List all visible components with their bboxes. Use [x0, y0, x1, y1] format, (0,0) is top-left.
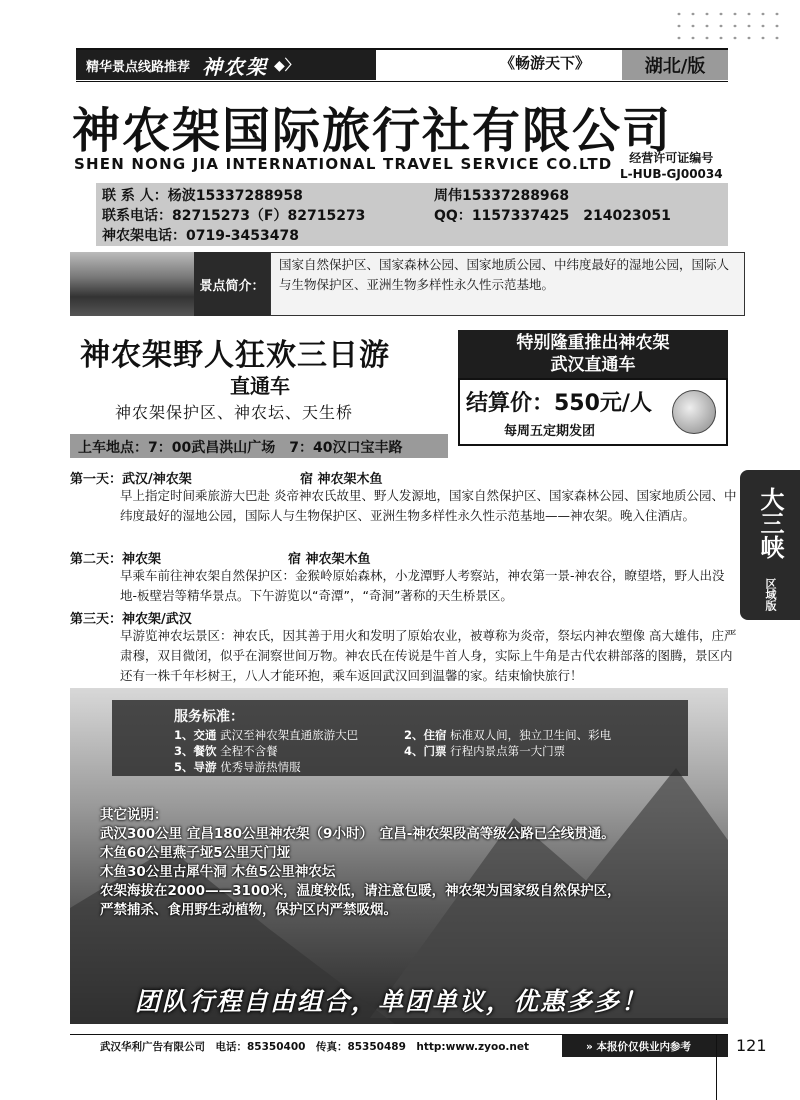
spots-label: 景点简介：: [194, 252, 270, 316]
service-item-key: 3、餐饮: [174, 744, 217, 758]
sj-phone: 0719-3453478: [186, 228, 299, 244]
service-item: [404, 743, 565, 759]
service-item-key: 5、导游: [174, 760, 217, 774]
day-1-title: 第一天：武汉/神农架: [70, 472, 192, 487]
promo-line-1: 特别隆重推出神农架: [516, 333, 670, 353]
divider: [716, 1034, 717, 1100]
service-item-value: 优秀导游热情服: [220, 760, 301, 774]
megaphone-icon: [672, 390, 716, 434]
promo-line-2: 武汉直通车: [550, 355, 636, 375]
service-item-key: 2、住宿: [404, 728, 447, 742]
day-3-head: [70, 608, 192, 627]
license-number: L-HUB-GJ00034: [620, 167, 723, 181]
other-notes: [100, 806, 621, 920]
contact-person-2: 周伟15337288968: [434, 188, 570, 204]
contact-person-1: 杨波15337288958: [167, 188, 303, 204]
license-label: 经营许可证编号: [629, 151, 714, 165]
day-2-stay: 宿 神农架木鱼: [288, 552, 371, 567]
service-item-value: 行程内景点第一大门票: [450, 744, 566, 758]
column-title: 《畅游天下》: [500, 54, 591, 72]
boarding-location: 上车地点：7：00武昌洪山广场 7：40汉口宝丰路: [70, 434, 448, 458]
day-1-body: 早上指定时间乘旅游大巴赴 炎帝神农氏故里、野人发源地，国家自然保护区、国家森林公园、国家地质公园、中纬度最好的湿地公园，国际人与生物保护区、亚洲生物多样性永久性示范基地——神农架。晚入住酒店。: [120, 488, 737, 523]
diamond-arrow-icon: ◆〉: [274, 58, 299, 74]
footer-advertiser: 武汉华利广告有限公司 电话：85350400 传真：85350489 http:www.zyoo.net: [100, 1041, 530, 1053]
slogan: 团队行程自由组合，单团单议，优惠多多！: [135, 987, 649, 1016]
scenic-photo: [70, 252, 194, 316]
service-item: [404, 727, 611, 743]
price-box: [458, 378, 728, 446]
service-item-value: 全程不含餐: [220, 744, 278, 758]
page-number: 121: [736, 1036, 767, 1055]
service-item-key: 1、交通: [174, 728, 217, 742]
company-name: 神农架国际旅行社有限公司: [72, 103, 673, 159]
price: 结算价：550元/人: [466, 391, 652, 416]
side-tab-subtitle: 区域版: [764, 577, 777, 611]
side-tab-title: 大三峡: [756, 487, 785, 559]
footer-disclaimer-text: 本报价仅供业内参考: [596, 1041, 691, 1053]
brand-script: 神农架: [202, 54, 269, 79]
footer: [70, 1034, 728, 1056]
promo-banner: [458, 330, 728, 378]
double-arrow-icon: »: [586, 1041, 593, 1053]
other-line: 严禁捕杀、食用野生动植物，保护区内严禁吸烟。: [100, 902, 397, 918]
tour-subtitle: 直通车: [230, 374, 290, 398]
other-line: 农架海拔在2000——3100米，温度较低，请注意包暖，神农架为国家级自然保护区，: [100, 883, 621, 899]
contact-phone: 82715273（F）82715273: [172, 208, 366, 224]
service-item-value: 武汉至神农架直通旅游大巴: [220, 728, 359, 742]
sj-phone-label: 神农架电话：: [102, 228, 186, 244]
service-standards-box: [112, 700, 688, 776]
spots-text: 国家自然保护区、国家森林公园、国家地质公园、中纬度最好的湿地公园，国际人与生物保护区、亚洲生物多样性永久性示范基地。: [270, 252, 745, 316]
day-1-stay: 宿 神农架木鱼: [300, 472, 383, 487]
license-block: [620, 150, 723, 182]
footer-disclaimer: [562, 1035, 728, 1057]
tour-title: 神农架野人狂欢三日游: [80, 338, 390, 373]
service-title: 服务标准：: [174, 709, 244, 725]
contact-phone-label: 联系电话：: [102, 208, 172, 224]
service-item-value: 标准双人间，独立卫生间、彩电: [450, 728, 612, 742]
contact-qq: 1157337425 214023051: [471, 208, 671, 224]
service-item: [174, 727, 358, 743]
decorative-dots: [672, 8, 782, 48]
contact-box: [96, 183, 728, 246]
contact-qq-label: QQ：: [434, 208, 472, 224]
day-1-head: [70, 468, 383, 487]
contact-person-label: 联 系 人：: [102, 188, 168, 204]
tour-places: 神农架保护区、神农坛、天生桥: [115, 403, 354, 422]
price-schedule: 每周五定期发团: [504, 424, 596, 439]
day-3-body: 早游览神农坛景区：神农氏，因其善于用火和发明了原始农业，被尊称为炎帝，祭坛内神农塑像 高大雄伟，庄严肃穆，双目微闭，似乎在洞察世间万物。神农氏在传说是牛首人身，实际上牛角是古代农耕部落的图腾，景区内还有一株千年杉树王，八人才能环抱，乘车返回武汉回到温馨的家。结束愉快旅行！: [120, 628, 737, 683]
region-label: 湖北/版: [622, 50, 728, 80]
other-line: 木鱼30公里古犀牛洞 木鱼5公里神农坛: [100, 864, 336, 880]
service-item: [174, 759, 301, 775]
service-item-key: 4、门票: [404, 744, 447, 758]
other-line: 武汉300公里 宜昌180公里神农架（9小时） 宜昌-神农架段高等级公路已全线贯通。: [100, 826, 615, 842]
company-name-en: SHEN NONG JIA INTERNATIONAL TRAVEL SERVICE CO.LTD: [74, 155, 613, 173]
side-region-tab: [740, 470, 800, 620]
other-line: 木鱼60公里燕子垭5公里天门垭: [100, 845, 291, 861]
other-title: 其它说明：: [100, 807, 168, 823]
service-item: [174, 743, 278, 759]
recommend-banner: [76, 50, 376, 80]
day-3-title: 第三天：神农架/武汉: [70, 612, 192, 627]
day-2-body: 早乘车前往神农架自然保护区：金猴岭原始森林，小龙潭野人考察站，神农第一景-神农谷，瞭望塔，野人出没地-板壁岩等精华景点。下午游览以“奇潭”，“奇洞”著称的天生桥景区。: [120, 568, 725, 603]
day-2-head: [70, 548, 371, 567]
recommend-label: 精华景点线路推荐: [86, 59, 191, 75]
day-2-title: 第二天：神农架: [70, 552, 162, 567]
